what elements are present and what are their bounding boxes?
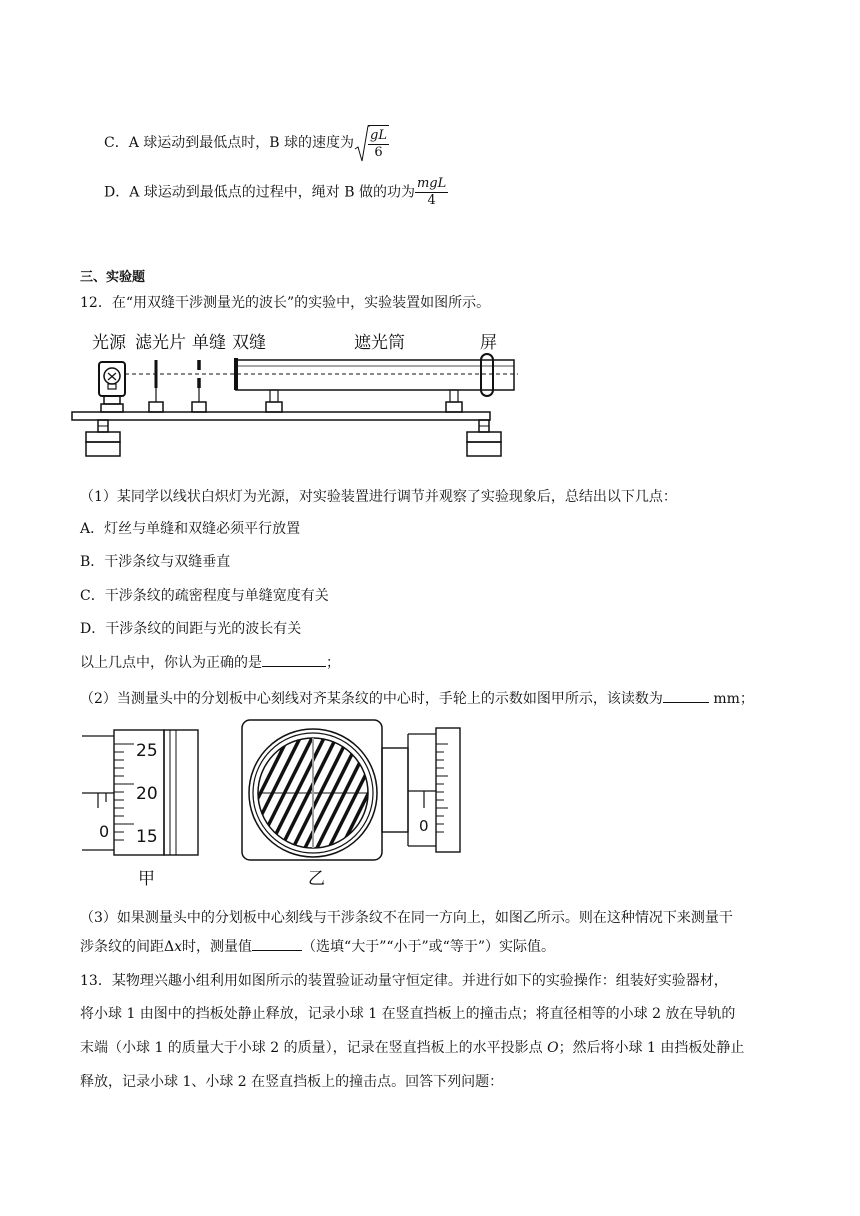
q12-ask1-text: 以上几点中，你认为正确的是 (80, 655, 262, 671)
figure-jia-micrometer (78, 722, 218, 892)
q13-line1: 13．某物理兴趣小组利用如图所示的装置验证动量守恒定律。并进行如下的实验操作：组装好实验器材， (80, 973, 728, 989)
yi-zero-label: 0 (419, 817, 429, 835)
q12-part3-text: 涉条纹的间距Δ (80, 939, 175, 955)
fraction-numerator: gL (370, 128, 387, 143)
label-screen: 屏 (480, 333, 497, 353)
q13-line3-var: O (547, 1040, 559, 1056)
q12-part3-var: x (174, 939, 183, 955)
jia-caption: 甲 (138, 869, 155, 889)
q12-part1: （1）某同学以线状白炽灯为光源，对实验装置进行调节并观察了实验现象后，总结出以下几点： (80, 489, 677, 505)
label-double-slit: 双缝 (232, 333, 266, 353)
answer-blank-2[interactable] (663, 688, 709, 703)
answer-blank-1[interactable] (262, 652, 326, 667)
q12-ask1 (80, 652, 340, 672)
section-title: 三、实验题 (80, 270, 146, 285)
q12-option-d: D．干涉条纹的间距与光的波长有关 (80, 621, 302, 637)
q13-line3 (80, 1037, 744, 1057)
q13-line2: 将小球 1 由图中的挡板处静止释放，记录小球 1 在竖直挡板上的撞击点；将直径相等的小球 2 放在导轨的 (80, 1006, 736, 1022)
q12-option-c: C．干涉条纹的疏密程度与单缝宽度有关 (80, 588, 329, 604)
fraction-denominator: 6 (374, 145, 383, 160)
q13-line4: 释放，记录小球 1、小球 2 在竖直挡板上的撞击点。回答下列问题： (80, 1074, 504, 1090)
answer-blank-3[interactable] (252, 936, 302, 951)
jia-tick-20: 20 (136, 784, 158, 804)
q12-part2-text: （2）当测量头中的分划板中心刻线对齐某条纹的中心时，手轮上的示数如图甲所示，该读数为 (80, 691, 663, 707)
jia-tick-25: 25 (136, 741, 158, 761)
option-c-text: C．A 球运动到最低点时，B 球的速度为 (104, 135, 355, 151)
q13-line3-text: 末端（小球 1 的质量大于小球 2 的质量），记录在竖直挡板上的水平投影点 (80, 1040, 548, 1056)
apparatus-figure (68, 326, 528, 462)
option-c (104, 125, 389, 161)
q12-part2-unit: mm； (708, 691, 754, 707)
q13-line3-end: ；然后将小球 1 由挡板处静止 (558, 1040, 745, 1056)
label-single-slit: 单缝 (192, 333, 226, 353)
label-light-source: 光源 (92, 333, 126, 353)
figure-yi-measuring-head (238, 718, 470, 892)
q12-option-b: B．干涉条纹与双缝垂直 (80, 554, 231, 570)
label-filter: 滤光片 (135, 333, 186, 353)
q12-part2 (80, 688, 754, 708)
yi-caption: 乙 (308, 869, 325, 889)
jia-tick-15: 15 (136, 827, 158, 847)
option-d-text: D．A 球运动到最低点的过程中，绳对 B 做的功为 (104, 184, 415, 201)
fraction (415, 176, 448, 209)
sqrt-sign (354, 125, 370, 163)
option-d (104, 176, 448, 209)
sqrt-expression (354, 125, 389, 161)
q12-part3-mid: 时，测量值 (182, 939, 253, 955)
q12-part3-line1: （3）如果测量头中的分划板中心刻线与干涉条纹不在同一方向上，如图乙所示。则在这种情况下来测量干 (80, 910, 733, 926)
q12-ask1-end: ； (326, 655, 340, 671)
label-hood: 遮光筒 (354, 333, 405, 353)
jia-zero-label: 0 (99, 822, 110, 841)
q12-part3-end: （选填“大于”“小于”或“等于”）实际值。 (302, 939, 555, 955)
fraction-numerator: mgL (416, 176, 447, 191)
fraction-denominator: 4 (427, 193, 436, 208)
q12-option-a: A．灯丝与单缝和双缝必须平行放置 (80, 521, 301, 537)
q12-part3-line2 (80, 936, 555, 956)
q12-stem: 12．在“用双缝干涉测量光的波长”的实验中，实验装置如图所示。 (80, 295, 491, 311)
